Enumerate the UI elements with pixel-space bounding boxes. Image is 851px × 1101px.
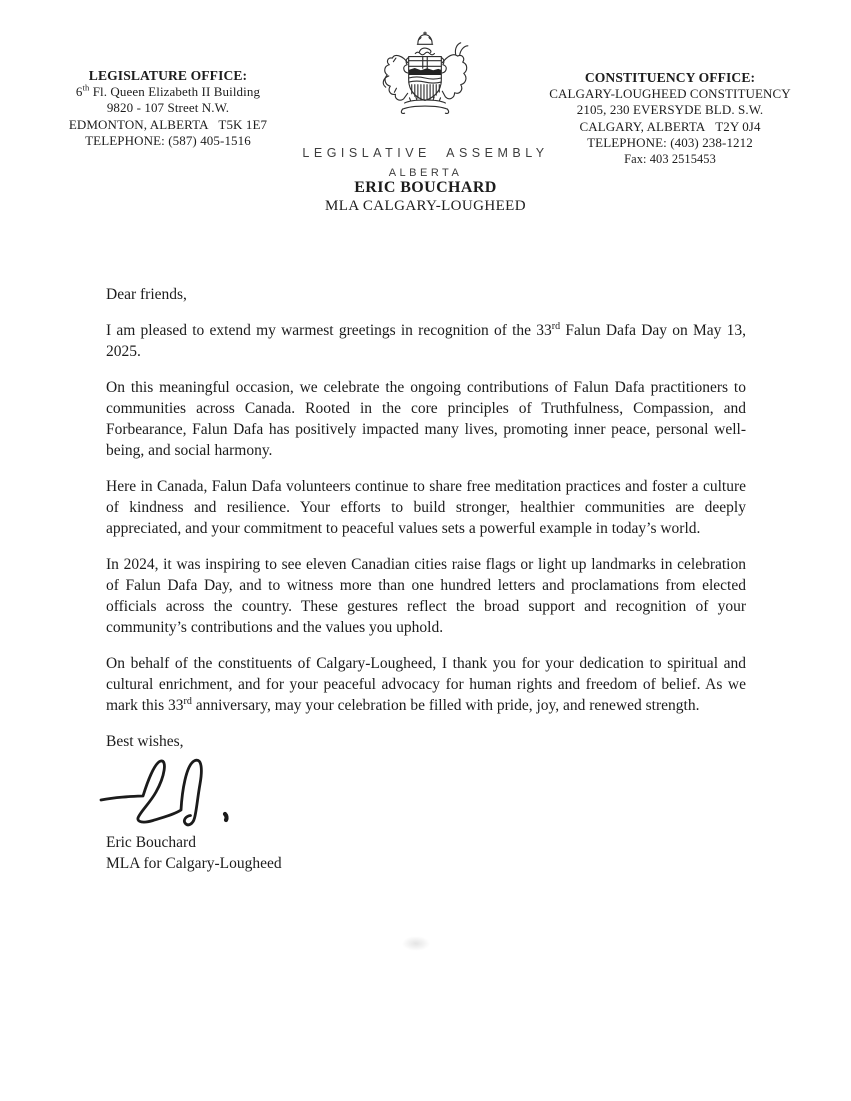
floor-number: 6 xyxy=(75,84,83,100)
signer-title: MLA for Calgary-Lougheed xyxy=(106,855,282,872)
letter-paragraph-volunteers: Here in Canada, Falun Dafa volunteers continue to share free meditation practices and foster a culture of kindness and resilience. Your efforts to build stronger, healthier communities are deeply appreciated, and your commitment to peaceful values sets a powerful example in today’s world. xyxy=(106,478,746,537)
legislature-office-phone-line: TELEPHONE: (587) 405-1516 xyxy=(85,132,251,148)
member-title: MLA CALGARY-LOUGHEED xyxy=(325,198,526,214)
letter-paragraph-occasion: On this meaningful occasion, we celebrate the ongoing contributions of Falun Dafa practitioners to communities across Canada. Rooted in the core principles of Truthfulness, Compassion, and Forbearance, Falun Dafa has positively impacted many lives, promoting inner peace, personal well-being, and social harmony. xyxy=(106,379,746,459)
alberta-coat-of-arms-icon xyxy=(374,31,476,125)
legislature-office-city-line: EDMONTON, ALBERTA T5K 1E7 xyxy=(68,116,268,132)
constituency-name-line: CALGARY-LOUGHEED CONSTITUENCY xyxy=(549,86,791,102)
member-name: ERIC BOUCHARD xyxy=(354,179,497,196)
letter-body xyxy=(106,284,746,874)
letter-paragraph-2024: In 2024, it was inspiring to see eleven Canadian cities raise flags or light up landmarks in celebration of Falun Dafa Day, and to witness more than one hundred letters and proclamations from elected officials across the country. These gestures reflect the broad support and recognition of your community’s contributions and the values you uphold. xyxy=(106,556,746,636)
floor-ordinal-suffix: th xyxy=(82,82,90,93)
letter-paragraph-thanks: On behalf of the constituents of Calgary-Lougheed, I thank you for your dedication to spiritual and cultural enrichment, and for your peaceful advocacy for human rights and freedom of belief. As we mark this 33rd anniversary, may your celebration be filled with pride, joy, and renewed strength. xyxy=(106,655,746,714)
scan-smudge-artifact xyxy=(402,936,430,951)
legislature-office-building-line xyxy=(46,84,290,100)
letter-paragraph-greeting: I am pleased to extend my warmest greetings in recognition of the 33rd Falun Dafa Day on May 13, 2025. xyxy=(106,320,747,360)
legislature-office-title: LEGISLATURE OFFICE: xyxy=(88,68,248,83)
legislature-office-street-line: 9820 - 107 Street N.W. xyxy=(106,100,230,116)
legislative-assembly-label: LEGISLATIVE ASSEMBLY xyxy=(302,146,549,160)
legislature-office-block xyxy=(46,68,290,149)
closing-line: Best wishes, xyxy=(106,733,184,750)
salutation: Dear friends, xyxy=(106,286,187,303)
building-name: Fl. Queen Elizabeth II Building xyxy=(89,84,261,100)
constituency-office-title: CONSTITUENCY OFFICE: xyxy=(584,70,756,85)
constituency-city-line: CALGARY, ALBERTA T2Y 0J4 xyxy=(579,118,761,134)
handwritten-signature xyxy=(106,752,746,830)
signer-name: Eric Bouchard xyxy=(106,834,196,851)
constituency-phone-line: TELEPHONE: (403) 238-1212 xyxy=(587,134,753,150)
signature-block xyxy=(106,832,746,874)
constituency-street-line: 2105, 230 EVERSYDE BLD. S.W. xyxy=(576,102,764,118)
alberta-label: ALBERTA xyxy=(388,167,463,179)
constituency-fax-line: Fax: 403 2515453 xyxy=(624,152,716,167)
